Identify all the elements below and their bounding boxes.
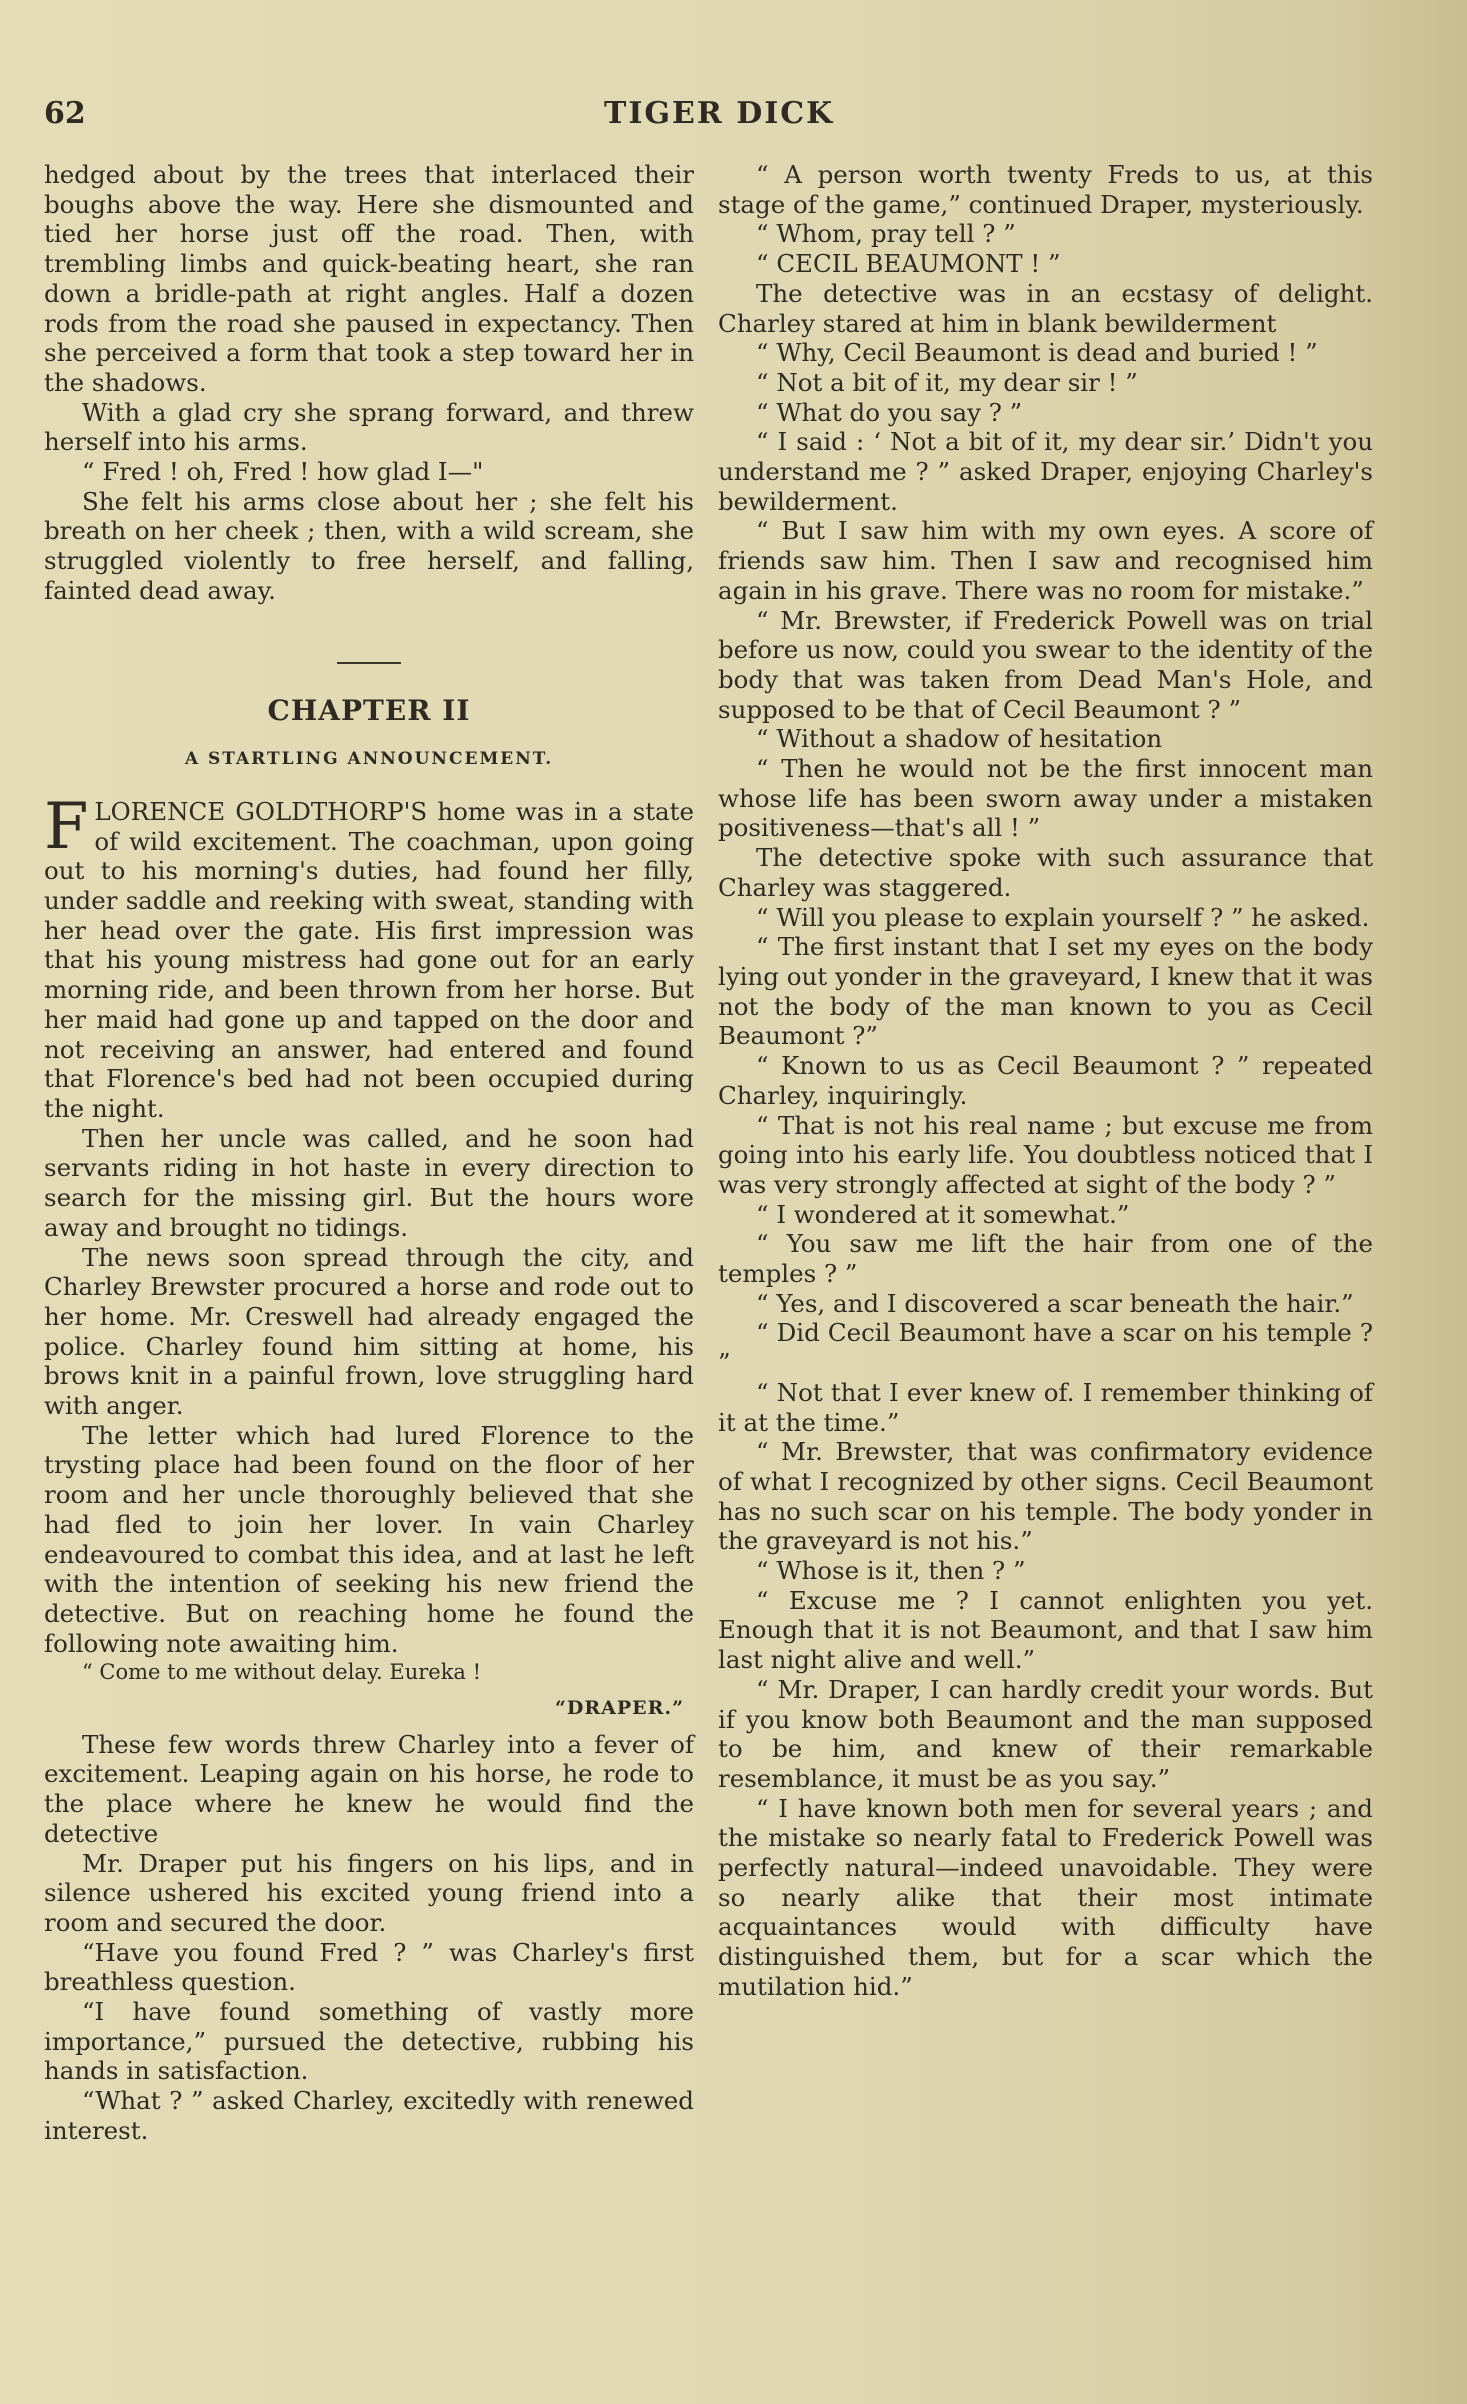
paragraph: “I have found something of vastly more importance,” pursued the detective, rubbing his hands in satisfaction. bbox=[44, 1997, 694, 2086]
page-header bbox=[44, 96, 1404, 136]
note-signature: “DRAPER.” bbox=[554, 1697, 684, 1720]
paragraph: Mr. Draper put his fingers on his lips, and in silence ushered his excited young friend into a room and secured the door. bbox=[44, 1848, 694, 1937]
paragraph: “ The first instant that I set my eyes on the body lying out yonder in the graveyard, I knew that it was not the body of the man known to you as Cecil Beaumont ?” bbox=[718, 932, 1373, 1051]
paragraph: “ Did Cecil Beaumont have a scar on his temple ? ” bbox=[718, 1318, 1373, 1378]
paragraph: She felt his arms close about her ; she felt his breath on her cheek ; then, with a wild scream, she struggled violently to free herself, and falling, fainted dead away. bbox=[44, 486, 694, 605]
paragraph: “ Known to us as Cecil Beaumont ? ” repeated Charley, inquiringly. bbox=[718, 1051, 1373, 1110]
paragraph: “ Whom, pray tell ? ” bbox=[756, 219, 1016, 249]
paragraph: With a glad cry she sprang forward, and threw herself into his arms. bbox=[44, 397, 694, 457]
paragraph: “ But I saw him with my own eyes. A score of friends saw him. Then I saw and recognised him again in his grave. There was no room for mistake.” bbox=[718, 516, 1373, 605]
paragraph: The letter which had lured Florence to the trysting place had been found on the floor of her room and her uncle thoroughly believed that she had fled to join her lover. In vain Charley endeavoured to combat this idea, and at last he left with the intention of seeking his new friend the detective. But on reaching home he found the following note awaiting him. bbox=[44, 1420, 694, 1658]
paragraph: “ Mr. Draper, I can hardly credit your words. But if you know both Beaumont and the man supposed to be him, and knew of their remarkable resemblance, it must be as you say.” bbox=[718, 1674, 1373, 1793]
paragraph: “ Mr. Brewster, if Frederick Powell was on trial before us now, could you swear to the identity of the body that was taken from Dead Man's Hole, and supposed to be that of Cecil Beaumont ? ” bbox=[718, 605, 1373, 724]
paragraph: “Have you found Fred ? ” was Charley's first breathless question. bbox=[44, 1937, 694, 1997]
left-column bbox=[44, 160, 694, 2146]
paragraph: “ Whose is it, then ? ” bbox=[756, 1556, 1026, 1586]
paragraph: “ I said : ‘ Not a bit of it, my dear sir.’ Didn't you understand me ? ” asked Draper, enjoying Charley's bewilderment. bbox=[718, 427, 1373, 516]
paragraph: “ Not a bit of it, my dear sir ! ” bbox=[756, 367, 1138, 397]
paragraph: “ Excuse me ? I cannot enlighten you yet. Enough that it is not Beaumont, and that I saw him last night alive and well.” bbox=[718, 1585, 1373, 1675]
paragraph: “ That is not his real name ; but excuse me from going into his early life. You doubtless noticed that I was very strongly affected at sight of the body ? ” bbox=[718, 1110, 1373, 1199]
note-text: “ Come to me without delay. Eureka ! bbox=[82, 1660, 482, 1685]
section-divider bbox=[337, 662, 401, 664]
page-number: 62 bbox=[44, 96, 86, 131]
paragraph: The detective was in an ecstasy of delight. Charley stared at him in blank bewilderment bbox=[718, 278, 1373, 338]
paragraph: “ I wondered at it somewhat.” bbox=[756, 1199, 1130, 1229]
paragraph: “ What do you say ? ” bbox=[756, 397, 1023, 427]
paragraph: “ Not that I ever knew of. I remember thinking of it at the time.” bbox=[718, 1377, 1373, 1437]
paragraph: “ Yes, and I discovered a scar beneath the hair.” bbox=[756, 1288, 1354, 1318]
paragraph: These few words threw Charley into a fever of excitement. Leaping again on his horse, he rode to the place where he knew he would find the detective bbox=[44, 1729, 694, 1848]
right-column bbox=[718, 160, 1373, 2002]
opening-text: LORENCE GOLDTHORP'S home was in a state of wild excitement. The coachman, upon going out to his morning's duties, had found her filly, under saddle and reeking with sweat, standing with her head over the gate. His first impression was that his young mistress had gone out for an early morning ride, and been thrown from her horse. But her maid had gone up and tapped on the door and not receiving an answer, had entered and found that Florence's bed had not been occupied during the night. bbox=[44, 796, 694, 1123]
paragraph: “ CECIL BEAUMONT ! ” bbox=[756, 249, 1061, 279]
chapter-opening-paragraph bbox=[44, 789, 694, 1124]
paragraph: “ Fred ! oh, Fred ! how glad I—" bbox=[82, 457, 484, 487]
running-title: TIGER DICK bbox=[604, 96, 835, 131]
paragraph: “ Will you please to explain yourself ? ” he asked. bbox=[756, 902, 1370, 932]
paragraph: The news soon spread through the city, and Charley Brewster procured a horse and rode out to her home. Mr. Creswell had already engaged the police. Charley found him sitting at home, his brows knit in a painful frown, love struggling hard with anger. bbox=[44, 1242, 694, 1421]
paragraph: The detective spoke with such assurance that Charley was staggered. bbox=[718, 843, 1373, 902]
paragraph: hedged about by the trees that interlaced their boughs above the way. Here she dismounted and tied her horse just off the road. Then, with trembling limbs and quick-beating heart, she ran down a bridle-path at right angles. Half a dozen rods from the road she paused in expectancy. Then she perceived a form that took a step toward her in the shadows. bbox=[44, 160, 694, 397]
paragraph: “ Then he would not be the first innocent man whose life has been sworn away under a mistaken positiveness—that's all ! ” bbox=[718, 754, 1373, 843]
paragraph: “ Why, Cecil Beaumont is dead and buried ! ” bbox=[756, 338, 1318, 368]
paragraph: “ A person worth twenty Freds to us, at this stage of the game,” continued Draper, mysteriously. bbox=[718, 160, 1373, 219]
paragraph: “ I have known both men for several years ; and the mistake so nearly fatal to Frederick Powell was perfectly natural—indeed unavoidable. They were so nearly alike that their most intimate acquaintances would with difficulty have distinguished them, but for a scar which the mutilation hid.” bbox=[718, 1793, 1373, 2001]
paragraph: “ Without a shadow of hesitation bbox=[756, 724, 1163, 754]
drop-cap: F bbox=[44, 789, 89, 864]
paragraph: “ Mr. Brewster, that was confirmatory evidence of what I recognized by other signs. Cecil Beaumont has no such scar on his temple. The body yonder in the graveyard is not his.” bbox=[718, 1437, 1373, 1556]
paragraph: “ You saw me lift the hair from one of the temples ? ” bbox=[718, 1229, 1373, 1289]
chapter-subtitle: A STARTLING ANNOUNCEMENT. bbox=[184, 749, 554, 770]
chapter-title: CHAPTER II bbox=[267, 693, 471, 727]
paragraph: “What ? ” asked Charley, excitedly with renewed interest. bbox=[44, 2086, 694, 2145]
paragraph: Then her uncle was called, and he soon had servants riding in hot haste in every direction to search for the missing girl. But the hours wore away and brought no tidings. bbox=[44, 1123, 694, 1242]
